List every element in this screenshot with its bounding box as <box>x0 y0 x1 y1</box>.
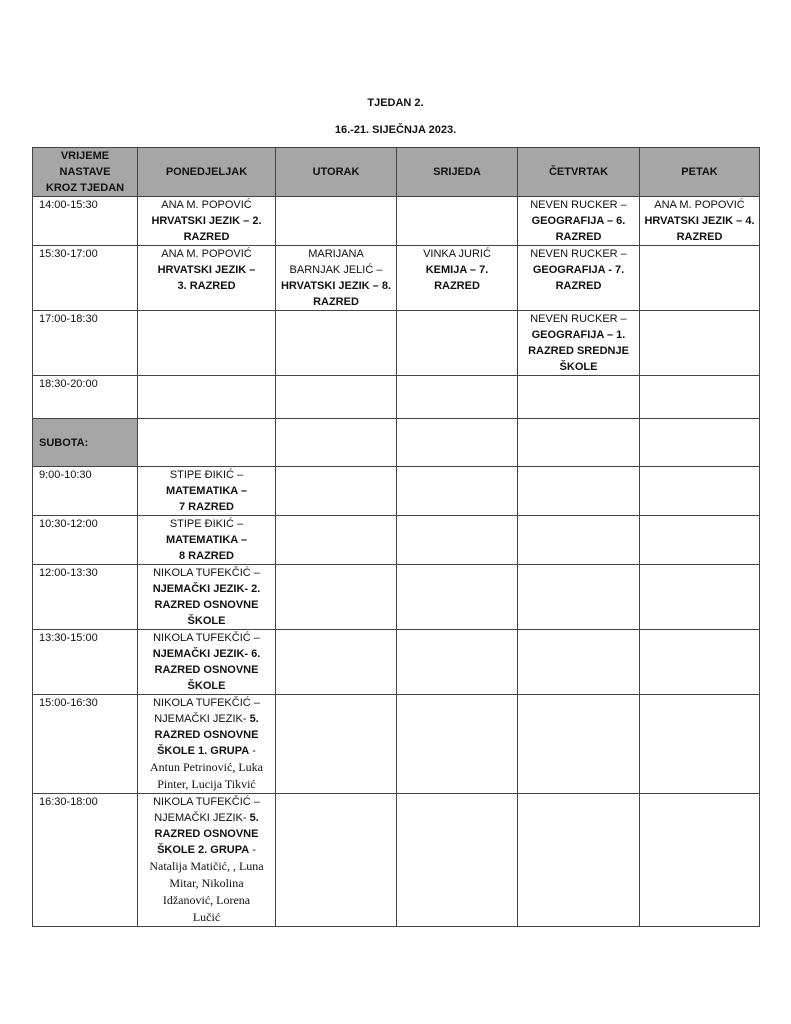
cell-text: 5. <box>249 812 259 824</box>
schedule-cell <box>138 516 276 565</box>
cell-text: ŠKOLE 2. GRUPA <box>157 844 250 856</box>
schedule-cell <box>397 197 518 246</box>
schedule-cell <box>640 197 760 246</box>
cell-text: NIKOLA TUFEKČIĆ – <box>153 796 260 808</box>
schedule-cell <box>138 376 276 419</box>
cell-line <box>522 278 635 294</box>
schedule-cell <box>518 311 640 376</box>
cell-text: - <box>249 745 256 757</box>
schedule-cell <box>518 246 640 311</box>
cell-text: Mitar, Nikolina <box>169 876 244 890</box>
time-slot: 16:30-18:00 <box>33 794 138 927</box>
schedule-cell <box>518 197 640 246</box>
cell-line <box>142 727 271 743</box>
schedule-table <box>32 147 760 927</box>
saturday-label: SUBOTA: <box>33 419 138 467</box>
cell-line <box>522 327 635 343</box>
schedule-cell <box>138 419 276 467</box>
cell-line <box>142 499 271 515</box>
cell-line <box>522 343 635 359</box>
cell-text: Pinter, Lucija Tikvić <box>157 777 256 791</box>
cell-text: Antun Petrinović, Luka <box>150 760 263 774</box>
cell-text: NJEMAČKI JEZIK- <box>154 713 250 725</box>
schedule-cell <box>518 419 640 467</box>
cell-line <box>280 246 392 262</box>
schedule-cell <box>397 794 518 927</box>
header-time: VRIJEME NASTAVE KROZ TJEDAN <box>33 148 138 197</box>
schedule-cell <box>276 311 397 376</box>
schedule-cell <box>518 695 640 794</box>
time-slot: 12:00-13:30 <box>33 565 138 630</box>
header-cetvrtak: ČETVRTAK <box>518 148 640 197</box>
cell-text: RAZRED <box>555 231 602 243</box>
cell-text: KEMIJA – 7. <box>425 264 489 276</box>
time-slot: 13:30-15:00 <box>33 630 138 695</box>
cell-text: RAZRED <box>555 280 602 292</box>
table-row <box>33 794 760 927</box>
time-slot: 15:30-17:00 <box>33 246 138 311</box>
time-slot: 17:00-18:30 <box>33 311 138 376</box>
time-slot: 18:30-20:00 <box>33 376 138 419</box>
cell-line <box>142 565 271 581</box>
table-row <box>33 695 760 794</box>
cell-line <box>142 826 271 842</box>
cell-text: NIKOLA TUFEKČIĆ – <box>153 697 260 709</box>
schedule-cell <box>397 516 518 565</box>
cell-text: STIPE ĐIKIĆ – <box>169 469 244 481</box>
cell-text: RAZRED <box>183 231 230 243</box>
cell-line <box>142 229 271 245</box>
schedule-cell <box>518 467 640 516</box>
cell-text: 3. RAZRED <box>177 280 236 292</box>
cell-text: MATEMATIKA – <box>165 485 248 497</box>
cell-line <box>522 246 635 262</box>
schedule-cell <box>640 516 760 565</box>
cell-text: MARIJANA <box>308 248 364 260</box>
schedule-cell <box>276 794 397 927</box>
table-row <box>33 419 760 467</box>
schedule-cell <box>640 695 760 794</box>
cell-line <box>142 776 271 793</box>
cell-text: 8 RAZRED <box>178 550 234 562</box>
cell-text: STIPE ĐIKIĆ – <box>169 518 244 530</box>
cell-line <box>142 278 271 294</box>
cell-text: RAZRED OSNOVNE <box>154 729 259 741</box>
cell-line <box>142 759 271 776</box>
cell-line <box>142 842 271 858</box>
cell-line <box>522 197 635 213</box>
schedule-cell <box>640 630 760 695</box>
table-row <box>33 376 760 419</box>
header-row <box>33 148 760 197</box>
cell-line <box>142 711 271 727</box>
schedule-cell <box>397 695 518 794</box>
cell-text: GEOGRAFIJA - 7. <box>532 264 625 276</box>
schedule-cell <box>518 565 640 630</box>
schedule-cell <box>138 794 276 927</box>
cell-line <box>142 909 271 926</box>
cell-line <box>142 678 271 694</box>
cell-text: MATEMATIKA – <box>165 534 248 546</box>
schedule-cell <box>276 695 397 794</box>
cell-text: NJEMAČKI JEZIK- 6. <box>152 648 261 660</box>
schedule-cell <box>138 565 276 630</box>
table-row <box>33 197 760 246</box>
cell-text: VINKA JURIĆ <box>423 248 491 260</box>
cell-line <box>142 858 271 875</box>
cell-text: Idžanović, Lorena <box>162 893 251 907</box>
cell-line <box>142 695 271 711</box>
table-row <box>33 311 760 376</box>
cell-line <box>142 810 271 826</box>
schedule-cell <box>138 246 276 311</box>
header-srijeda: SRIJEDA <box>397 148 518 197</box>
cell-text: GEOGRAFIJA – 6. <box>531 215 626 227</box>
header-utorak: UTORAK <box>276 148 397 197</box>
cell-line <box>280 278 392 294</box>
schedule-cell <box>138 467 276 516</box>
cell-text: RAZRED OSNOVNE <box>154 664 259 676</box>
cell-text: ANA M. POPOVIĆ <box>654 199 745 211</box>
cell-text: HRVATSKI JEZIK – <box>157 264 256 276</box>
header-petak: PETAK <box>640 148 760 197</box>
cell-text: NIKOLA TUFEKČIĆ – <box>153 567 260 579</box>
cell-text: BARNJAK JELIĆ – <box>289 264 383 276</box>
cell-text: NJEMAČKI JEZIK- 2. <box>152 583 261 595</box>
schedule-cell <box>276 376 397 419</box>
cell-line <box>142 875 271 892</box>
cell-text: ANA M. POPOVIĆ <box>161 199 252 211</box>
cell-text: NJEMAČKI JEZIK- <box>154 812 250 824</box>
time-slot: 15:00-16:30 <box>33 695 138 794</box>
cell-text: GEOGRAFIJA – 1. <box>531 329 626 341</box>
schedule-cell <box>397 311 518 376</box>
cell-line <box>522 359 635 375</box>
document-subtitle: 16.-21. SIJEČNJA 2023. <box>334 124 457 136</box>
cell-text: ŠKOLE <box>187 615 226 627</box>
cell-text: NEVEN RUCKER – <box>530 248 627 260</box>
schedule-cell <box>276 246 397 311</box>
time-slot: 9:00-10:30 <box>33 467 138 516</box>
table-row <box>33 565 760 630</box>
cell-line <box>142 532 271 548</box>
cell-line <box>142 597 271 613</box>
schedule-cell <box>518 376 640 419</box>
cell-line <box>142 246 271 262</box>
cell-line <box>142 794 271 810</box>
schedule-cell <box>138 311 276 376</box>
cell-line <box>142 483 271 499</box>
schedule-cell <box>276 467 397 516</box>
cell-text: HRVATSKI JEZIK – 2. <box>151 215 262 227</box>
schedule-cell <box>276 197 397 246</box>
schedule-cell <box>276 419 397 467</box>
table-row <box>33 246 760 311</box>
cell-line <box>142 892 271 909</box>
cell-text: 5. <box>249 713 259 725</box>
cell-line <box>522 311 635 327</box>
cell-text: HRVATSKI JEZIK – 4. <box>644 215 755 227</box>
cell-line <box>401 278 513 294</box>
cell-line <box>644 229 755 245</box>
cell-line <box>142 516 271 532</box>
schedule-cell <box>640 419 760 467</box>
cell-line <box>522 229 635 245</box>
schedule-cell <box>640 565 760 630</box>
cell-line <box>142 630 271 646</box>
cell-text: RAZRED SREDNJE <box>528 345 629 357</box>
cell-text: RAZRED OSNOVNE <box>154 828 259 840</box>
schedule-cell <box>276 630 397 695</box>
document-title: TJEDAN 2. <box>367 97 424 109</box>
cell-text: 7 RAZRED <box>178 501 234 513</box>
schedule-cell <box>640 311 760 376</box>
cell-line <box>401 262 513 278</box>
header-ponedjeljak: PONEDJELJAK <box>138 148 276 197</box>
schedule-cell <box>397 376 518 419</box>
cell-text: RAZRED <box>434 280 480 292</box>
table-row <box>33 467 760 516</box>
schedule-cell <box>640 246 760 311</box>
schedule-cell <box>397 565 518 630</box>
cell-line <box>142 467 271 483</box>
schedule-cell <box>138 630 276 695</box>
time-slot: 10:30-12:00 <box>33 516 138 565</box>
cell-line <box>142 548 271 564</box>
schedule-cell <box>640 794 760 927</box>
cell-line <box>280 294 392 310</box>
cell-line <box>522 213 635 229</box>
cell-text: - <box>249 844 256 856</box>
schedule-cell <box>518 516 640 565</box>
cell-text: HRVATSKI JEZIK – 8. <box>280 280 392 292</box>
cell-text: ŠKOLE <box>559 361 598 373</box>
cell-text: ANA M. POPOVIĆ <box>161 248 252 260</box>
cell-line <box>142 581 271 597</box>
cell-text: Lučić <box>192 910 221 924</box>
schedule-cell <box>640 467 760 516</box>
cell-line <box>142 662 271 678</box>
schedule-cell <box>640 376 760 419</box>
cell-text: ŠKOLE 1. GRUPA <box>157 745 250 757</box>
table-row <box>33 516 760 565</box>
cell-line <box>142 213 271 229</box>
cell-text: RAZRED <box>676 231 723 243</box>
schedule-cell <box>397 630 518 695</box>
cell-text: NEVEN RUCKER – <box>530 313 627 325</box>
cell-line <box>644 213 755 229</box>
schedule-cell <box>276 516 397 565</box>
cell-text: ŠKOLE <box>187 680 226 692</box>
cell-line <box>142 646 271 662</box>
cell-line <box>142 743 271 759</box>
schedule-cell <box>397 419 518 467</box>
cell-line <box>401 246 513 262</box>
cell-text: RAZRED OSNOVNE <box>154 599 259 611</box>
cell-line <box>142 197 271 213</box>
schedule-cell <box>397 246 518 311</box>
cell-text: NEVEN RUCKER – <box>530 199 627 211</box>
schedule-cell <box>276 565 397 630</box>
schedule-cell <box>138 695 276 794</box>
cell-line <box>280 262 392 278</box>
cell-line <box>644 197 755 213</box>
cell-text: Natalija Matičić, , Luna <box>149 859 264 873</box>
schedule-cell <box>518 630 640 695</box>
time-slot: 14:00-15:30 <box>33 197 138 246</box>
schedule-cell <box>397 467 518 516</box>
cell-text: RAZRED <box>313 296 359 308</box>
schedule-cell <box>138 197 276 246</box>
cell-line <box>142 613 271 629</box>
cell-line <box>142 262 271 278</box>
cell-text: NIKOLA TUFEKČIĆ – <box>153 632 260 644</box>
schedule-cell <box>518 794 640 927</box>
table-row <box>33 630 760 695</box>
cell-line <box>522 262 635 278</box>
